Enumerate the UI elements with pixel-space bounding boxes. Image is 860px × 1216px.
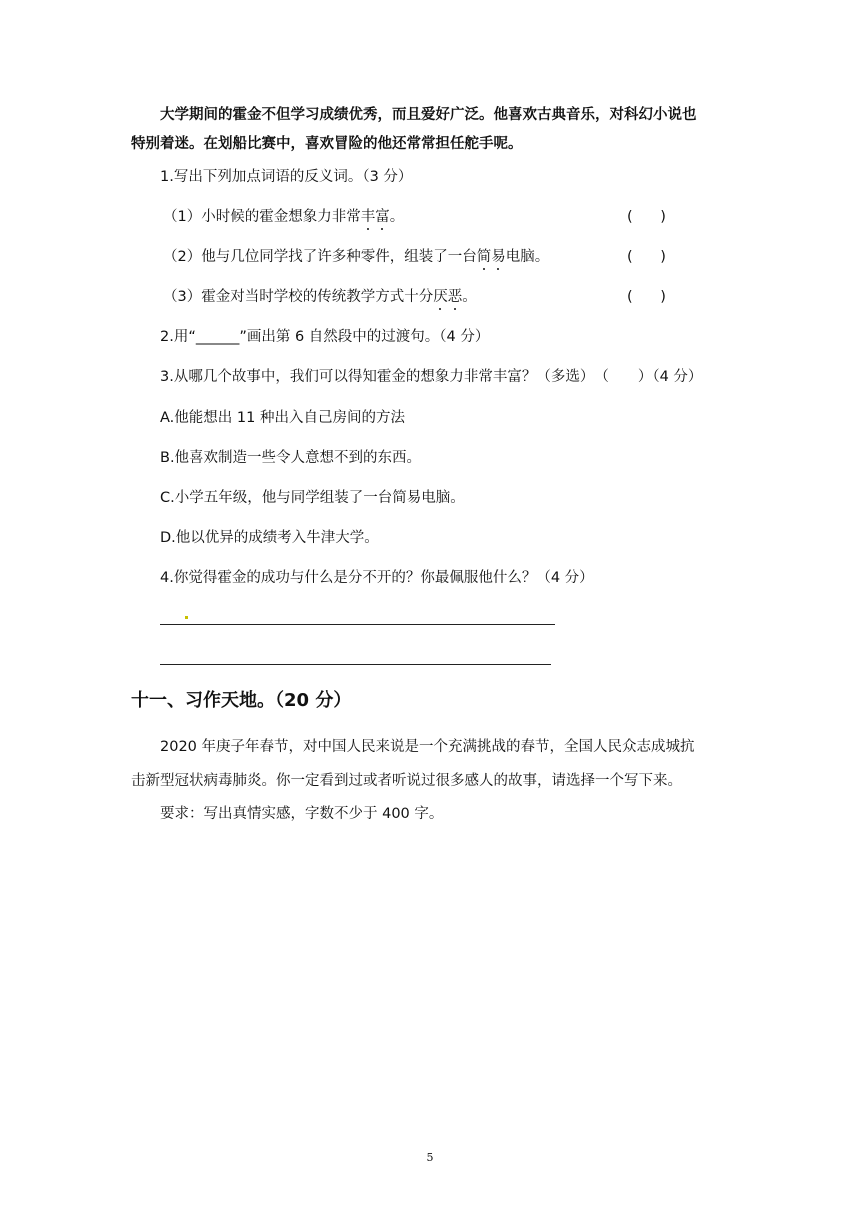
item-text: （1）小时候的霍金想象力非常 [163,209,361,225]
option-b: B.他喜欢制造一些令人意想不到的东西。 [160,450,422,466]
item-text: 。 [462,289,477,305]
question-4-prompt: 4.你觉得霍金的成功与什么是分不开的？你最佩服他什么？（4 分） [160,570,594,586]
passage-line-1: 大学期间的霍金不但学习成绩优秀，而且爱好广泛。他喜欢古典音乐，对科幻小说也 [160,107,697,123]
dotted-char: 恶 [447,289,463,305]
question-1-item-2 [163,247,549,267]
dotted-char: 易 [491,249,506,265]
page-number: 5 [426,1151,434,1164]
dotted-char: 简 [476,249,492,265]
section-11-line-2: 击新型冠状病毒肺炎。你一定看到过或者听说过很多感人的故事，请选择一个写下来。 [131,773,682,789]
question-1-item-3 [163,287,477,307]
item-text: （3）霍金对当时学校的传统教学方式十分 [163,289,434,305]
item-text: 电脑。 [505,249,550,265]
dotted-char: 厌 [433,289,448,305]
answer-line-2[interactable] [160,664,551,665]
question-1-item-1 [163,207,404,227]
option-a: A.他能想出 11 种出入自己房间的方法 [160,410,405,426]
option-d: D.他以优异的成绩考入牛津大学。 [160,530,379,546]
stray-mark [185,616,188,619]
question-3-prompt: 3.从哪几个故事中，我们可以得知霍金的想象力非常丰富？（多选） （ ）（4 分） [160,369,703,385]
answer-line-1[interactable] [160,624,555,625]
answer-blank-1[interactable]: ( ) [627,209,666,225]
answer-blank-3[interactable]: ( ) [627,289,666,305]
item-text: 。 [389,209,405,225]
question-1-prompt: 1.写出下列加点词语的反义词。（3 分） [160,169,413,185]
dotted-char: 富 [375,209,390,225]
passage-line-2: 特别着迷。在划船比赛中，喜欢冒险的他还常常担任舵手呢。 [131,136,523,152]
question-2-prompt: 2.用“______”画出第 6 自然段中的过渡句。（4 分） [160,329,490,345]
item-text: （2）他与几位同学找了许多种零件，组装了一台 [163,249,477,265]
answer-blank-2[interactable]: ( ) [627,249,666,265]
section-11-line-1: 2020 年庚子年春节，对中国人民来说是一个充满挑战的春节，全国人民众志成城抗 [160,739,695,755]
section-11-heading: 十一、习作天地。（20 分） [131,690,352,711]
dotted-char: 丰 [360,209,376,225]
option-c: C.小学五年级，他与同学组装了一台简易电脑。 [160,490,465,506]
section-11-requirement: 要求：写出真情实感，字数不少于 400 字。 [160,806,444,822]
